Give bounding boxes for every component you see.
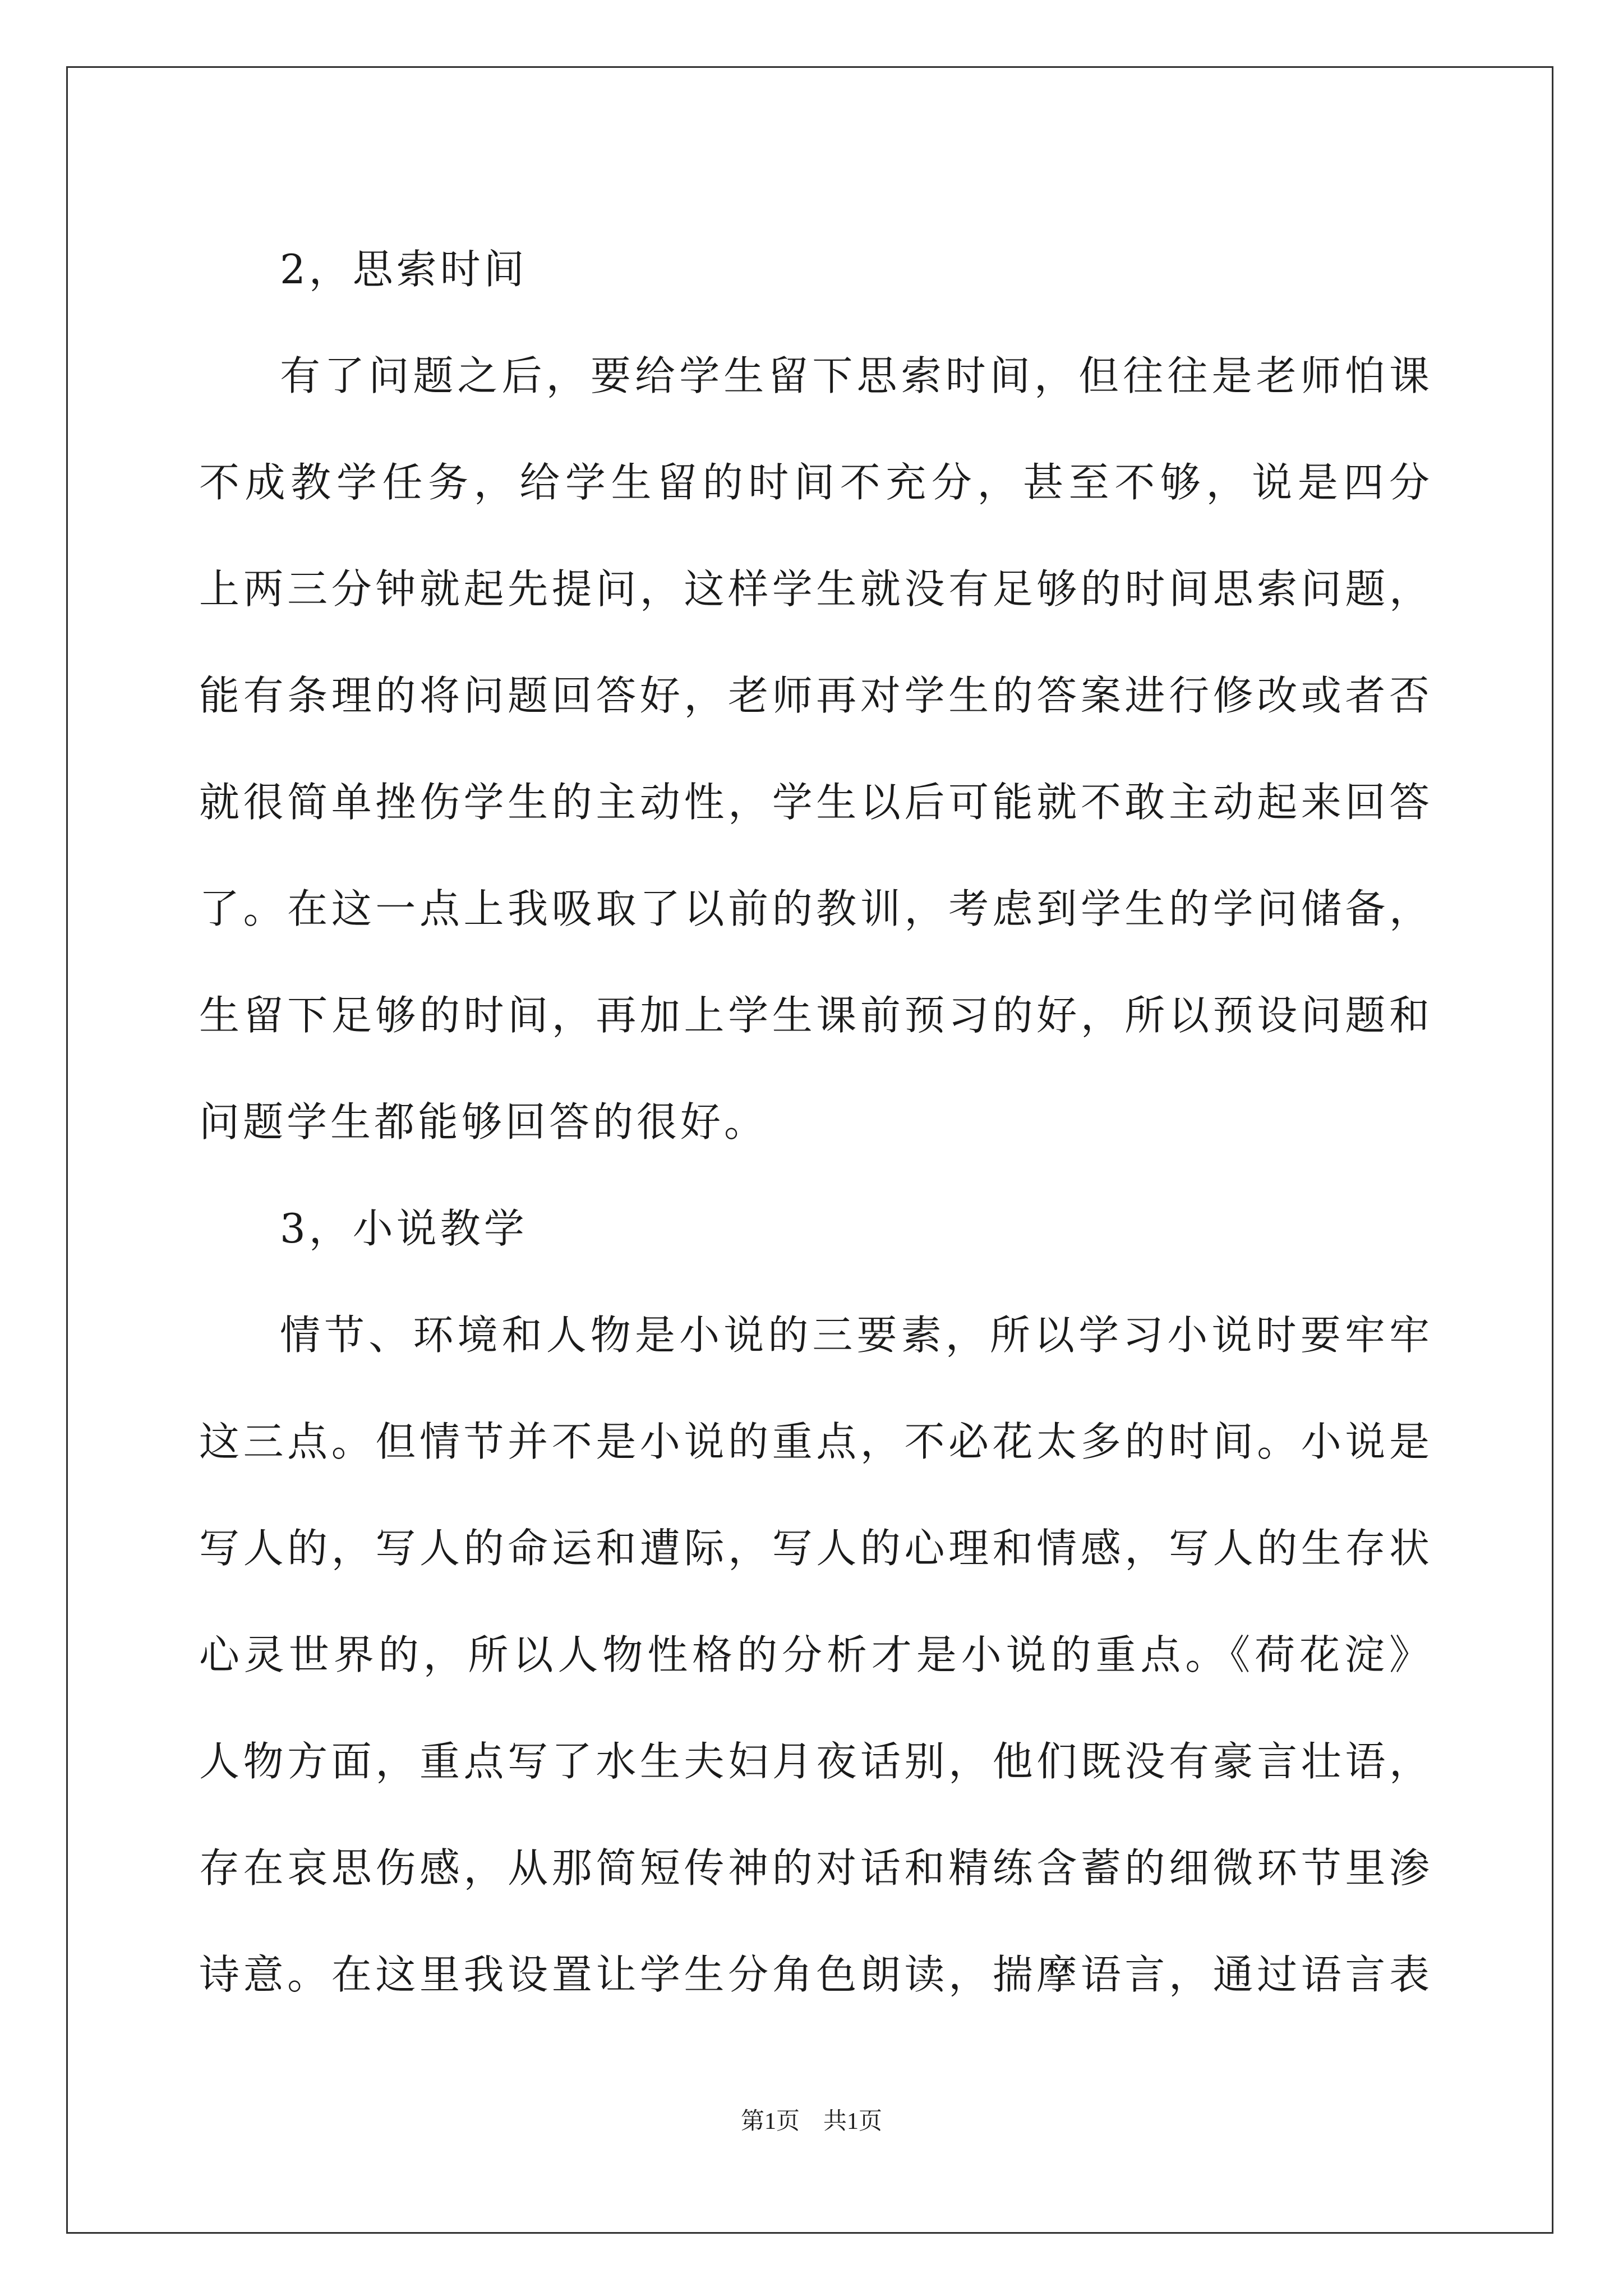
- paragraph-line: 不成教学任务，给学生留的时间不充分，甚至不够，说是四分: [199, 459, 1433, 506]
- paragraph-line: 有了问题之后，要给学生留下思索时间，但往往是老师怕课: [280, 352, 1433, 399]
- paragraph-line: 诗意。在这里我设置让学生分角色朗读，揣摩语言，通过语言表: [199, 1951, 1433, 1998]
- paragraph-line: 了。在这一点上我吸取了以前的教训，考虑到学生的学问储备，: [199, 885, 1433, 932]
- paragraph-line: 问题学生都能够回答的很好。: [199, 1098, 768, 1145]
- paragraph-line: 情节、环境和人物是小说的三要素，所以学习小说时要牢牢: [280, 1312, 1433, 1359]
- paragraph-line: 这三点。但情节并不是小说的重点，不必花太多的时间。小说是: [199, 1418, 1433, 1465]
- section-heading-thinking-time: 2，思索时间: [280, 246, 528, 293]
- paragraph-line: 能有条理的将问题回答好，老师再对学生的答案进行修改或者否: [199, 672, 1433, 719]
- paragraph-thinking-time: [199, 323, 1433, 1175]
- paragraph-line: 存在哀思伤感，从那简短传神的对话和精练含蓄的细微环节里渗: [199, 1844, 1433, 1892]
- paragraph-novel-teaching: [199, 1282, 1433, 2028]
- page-number-footer: 第1页 共1页: [740, 2109, 882, 2134]
- paragraph-line: 就很简单挫伤学生的主动性，学生以后可能就不敢主动起来回答: [199, 779, 1433, 826]
- paragraph-line: 写人的，写人的命运和遭际，写人的心理和情感，写人的生存状: [199, 1525, 1433, 1572]
- paragraph-line: 心灵世界的，所以人物性格的分析才是小说的重点。《荷花淀》: [199, 1631, 1433, 1678]
- paragraph-line: 生留下足够的时间，再加上学生课前预习的好，所以预设问题和: [199, 992, 1433, 1039]
- section-heading-novel-teaching: 3，小说教学: [280, 1205, 528, 1252]
- paragraph-line: 上两三分钟就起先提问，这样学生就没有足够的时间思索问题，: [199, 565, 1433, 613]
- paragraph-line: 人物方面，重点写了水生夫妇月夜话别，他们既没有豪言壮语，: [199, 1738, 1433, 1785]
- document-body: [199, 216, 1433, 2028]
